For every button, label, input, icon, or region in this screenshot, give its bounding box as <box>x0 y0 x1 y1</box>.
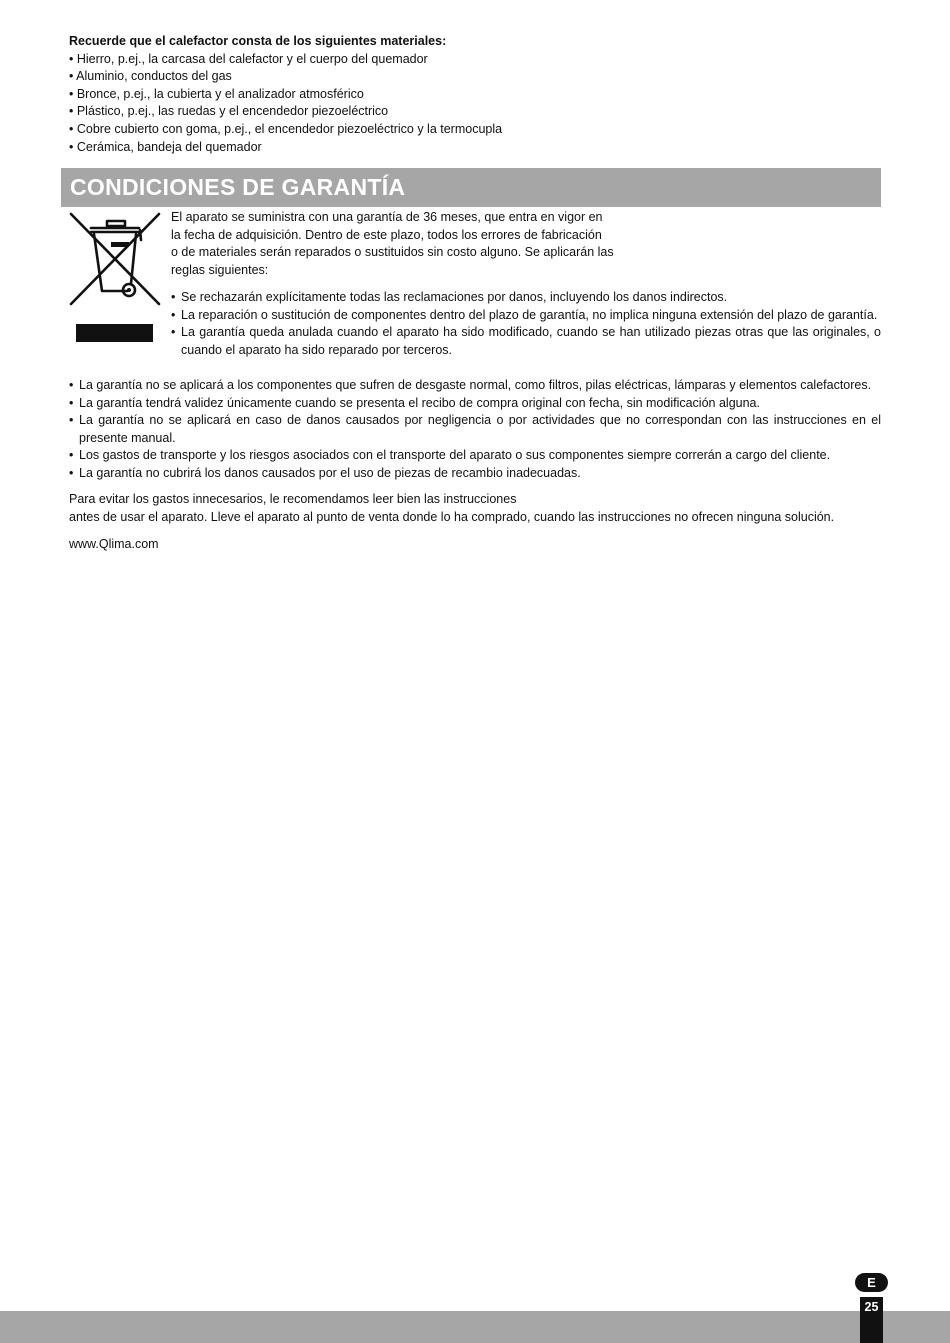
crossed-out-wheelie-bin-icon <box>69 212 163 344</box>
section-title: CONDICIONES DE GARANTÍA <box>70 174 406 200</box>
materials-list <box>69 33 889 156</box>
intro-line: la fecha de adquisición. Dentro de este plazo, todos los errores de fabricación <box>171 227 602 242</box>
warranty-rule: • La garantía queda anulada cuando el aparato ha sido modificado, cuando se han utilizado piezas otras que las originales, o cuando el aparato ha sido reparado por terceros. <box>171 324 881 359</box>
language-badge: E <box>855 1273 888 1292</box>
warranty-rules-list <box>171 289 881 359</box>
warranty-rules-list <box>69 377 881 483</box>
material-item: • Hierro, p.ej., la carcasa del calefactor y el cuerpo del quemador <box>69 51 428 66</box>
warranty-rule: • La garantía no cubrirá los danos causados por el uso de piezas de recambio inadecuadas. <box>69 465 881 483</box>
advice-paragraph <box>69 491 889 526</box>
intro-line: reglas siguientes: <box>171 262 269 277</box>
warranty-rule: • Los gastos de transporte y los riesgos asociados con el transporte del aparato o sus componentes siempre correrán a cargo del cliente. <box>69 447 881 465</box>
material-item: • Aluminio, conductos del gas <box>69 69 232 84</box>
page-number-text: 25 <box>864 1300 879 1314</box>
advice-line: Para evitar los gastos innecesarios, le recomendamos leer bien las instrucciones <box>69 492 517 506</box>
material-item: • Plástico, p.ej., las ruedas y el encendedor piezoeléctrico <box>69 104 389 119</box>
footer-bar <box>0 1311 950 1343</box>
warranty-rule: • Se rechazarán explícitamente todas las reclamaciones por danos, incluyendo los danos indirectos. <box>171 289 881 307</box>
warranty-intro <box>171 209 631 279</box>
material-item: • Cerámica, bandeja del quemador <box>69 139 262 154</box>
warranty-rule: • La reparación o sustitución de componentes dentro del plazo de garantía, no implica ninguna extensión del plazo de garantía. <box>171 307 881 325</box>
material-item: • Bronce, p.ej., la cubierta y el analizador atmosférico <box>69 86 364 101</box>
intro-line: o de materiales serán reparados o sustituidos sin costo alguno. Se aplicarán las <box>171 245 614 260</box>
warranty-rule: • La garantía no se aplicará a los componentes que sufren de desgaste normal, como filtros, pilas eléctricas, lámparas y elementos calefactores. <box>69 377 881 395</box>
materials-heading: Recuerde que el calefactor consta de los siguientes materiales: <box>69 34 447 48</box>
section-header-bar <box>61 168 881 207</box>
page-number <box>860 1297 883 1343</box>
advice-line: antes de usar el aparato. Lleve el aparato al punto de venta donde lo ha comprado, cuando las instrucciones no ofrecen ninguna solución. <box>69 509 835 524</box>
warranty-rule: • La garantía tendrá validez únicamente cuando se presenta el recibo de compra original con fecha, sin modificación alguna. <box>69 395 881 413</box>
website-link[interactable]: www.Qlima.com <box>69 537 159 551</box>
warranty-rule: • La garantía no se aplicará en caso de danos causados por negligencia o por actividades que no correspondan con las instrucciones en el presente manual. <box>69 412 881 447</box>
material-item: • Cobre cubierto con goma, p.ej., el encendedor piezoeléctrico y la termocupla <box>69 121 503 136</box>
intro-line: El aparato se suministra con una garantía de 36 meses, que entra en vigor en <box>171 210 603 224</box>
